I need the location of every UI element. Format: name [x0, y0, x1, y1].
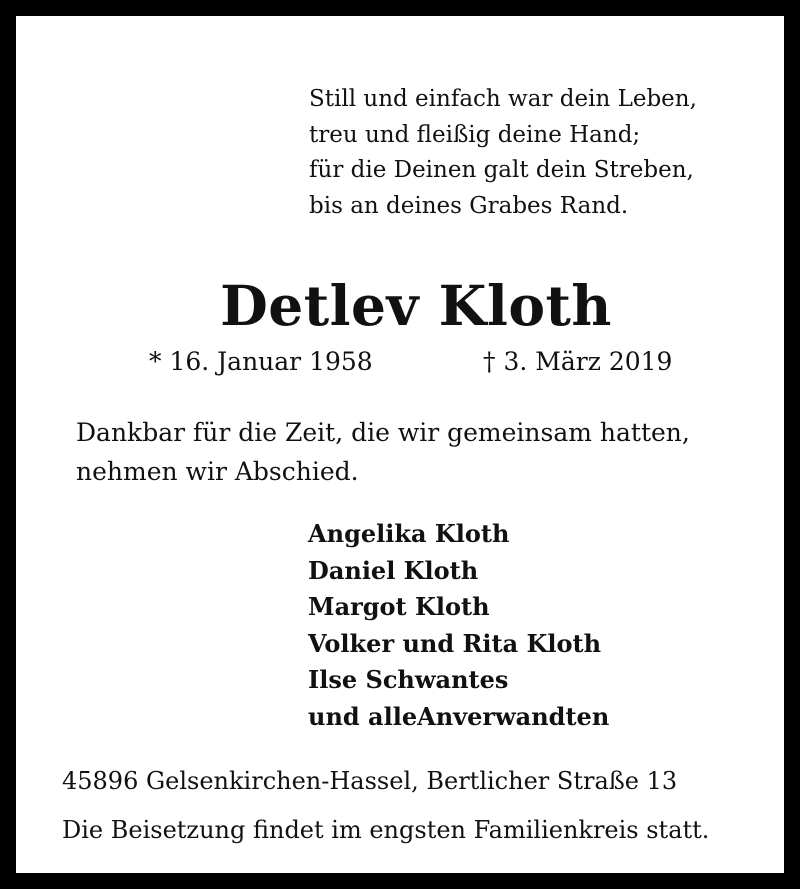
mourner-name: Margot Kloth	[308, 592, 490, 622]
poem-line: bis an deines Grabes Rand.	[309, 192, 629, 219]
thanks-line: nehmen wir Abschied.	[76, 457, 359, 486]
thanks-text	[76, 413, 690, 491]
poem-line: Still und einfach war dein Leben,	[309, 86, 697, 112]
death-date: † 3. März 2019	[483, 347, 673, 376]
mourner-name: Volker und Rita Kloth	[308, 628, 602, 658]
poem-line: für die Deinen galt dein Streben,	[309, 157, 694, 183]
poem-line: treu und fleißig deine Hand;	[309, 121, 641, 148]
birth-date: * 16. Januar 1958	[149, 347, 373, 376]
mourner-name: Daniel Kloth	[308, 555, 479, 585]
mourner-name: Ilse Schwantes	[308, 665, 509, 695]
poem	[309, 82, 697, 224]
burial-notice: Die Beisetzung findet im engsten Familienkreis statt.	[62, 816, 710, 844]
thanks-line: Dankbar für die Zeit, die wir gemeinsam hatten,	[76, 418, 690, 447]
mourner-name: Angelika Kloth	[308, 519, 510, 548]
address: 45896 Gelsenkirchen-Hassel, Bertlicher Straße 13	[62, 767, 678, 795]
deceased-name: Detlev Kloth	[220, 273, 612, 338]
mourners-list	[308, 516, 609, 736]
mourner-name: und alleAnverwandten	[308, 701, 610, 731]
